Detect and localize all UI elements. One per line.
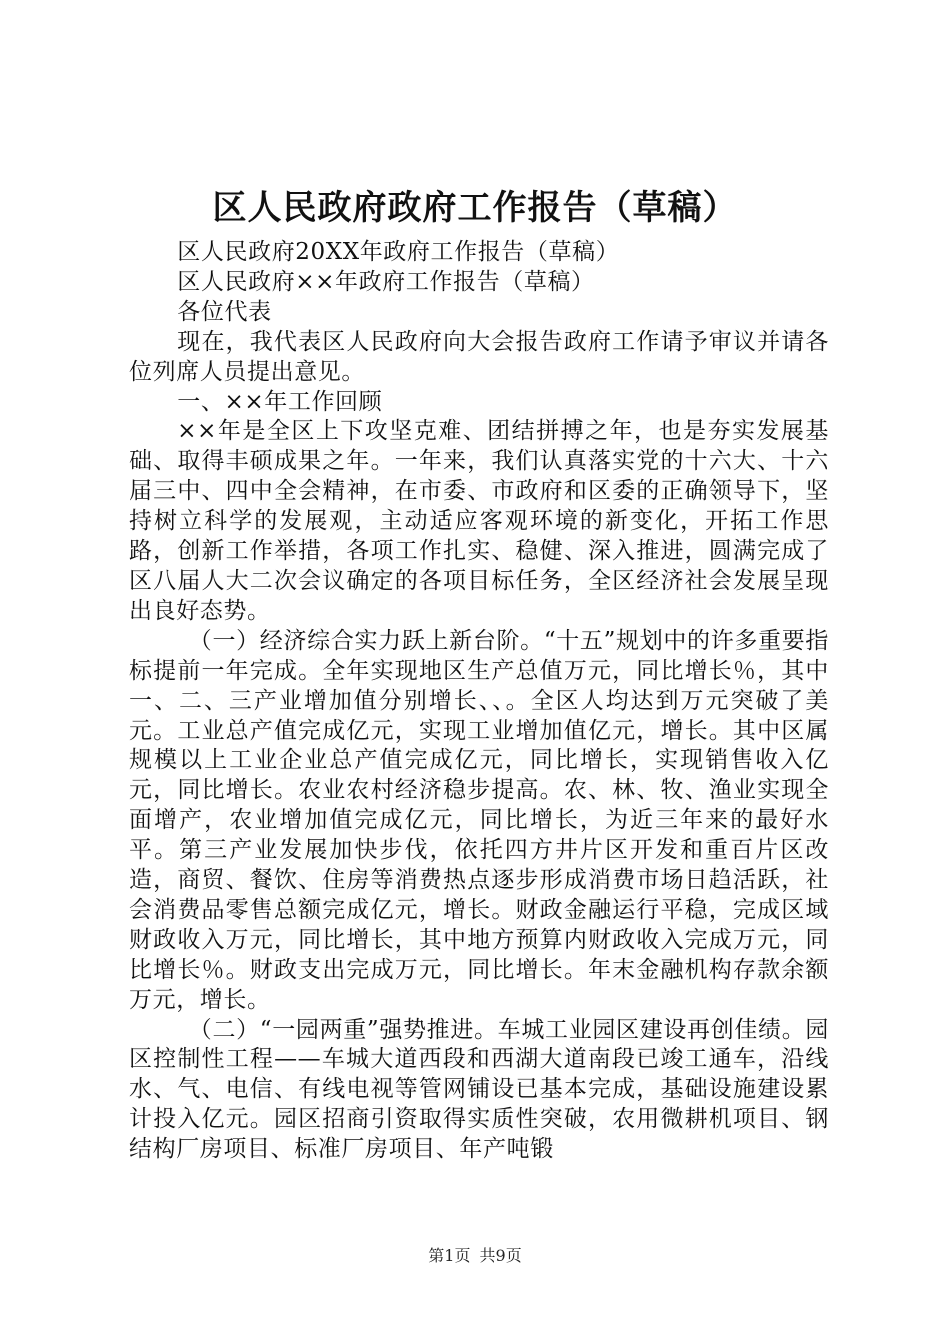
page-total: 共9页 [479,1246,522,1265]
paragraph-salutation: 各位代表 [177,298,272,325]
paragraph-subtitle-1: 区人民政府20XX年政府工作报告（草稿） [177,239,620,265]
page-number: 第1页 [428,1246,471,1265]
section-heading-review: 一、××年工作回顾 [177,388,383,415]
paragraph-subtitle-2: 区人民政府××年政府工作报告（草稿） [177,268,595,295]
paragraph-industrial-park: （二）“一园两重”强势推进。车城工业园区建设再创佳绩。园区控制性工程——车城大道西段和西湖大道南段已竣工通车，沿线水、气、电信、有线电视等管网铺设已基本完成，基础设施建设累计投入亿元。园区招商引资取得实质性突破，农用微耕机项目、钢结构厂房项目、标准厂房项目、年产吨锻 [129,1016,829,1163]
document-body [129,238,829,1165]
paragraph-review: ××年是全区上下攻坚克难、团结拼搏之年，也是夯实发展基础、取得丰硕成果之年。一年来，我们认真落实党的十六大、十六届三中、四中全会精神，在市委、市政府和区委的正确领导下，坚持树立科学的发展观，主动适应客观环境的新变化，开拓工作思路，创新工作举措，各项工作扎实、稳健、深入推进，圆满完成了区八届人大二次会议确定的各项目标任务，全区经济社会发展呈现出良好态势。 [129,418,829,624]
page-footer [0,1244,950,1268]
paragraph-intro: 现在，我代表区人民政府向大会报告政府工作请予审议并请各位列席人员提出意见。 [129,328,829,385]
paragraph-economy: （一）经济综合实力跃上新台阶。“十五”规划中的许多重要指标提前一年完成。全年实现地区生产总值万元，同比增长％，其中一、二、三产业增加值分别增长、、。全区人均达到万元突破了美元。工业总产值完成亿元，实现工业增加值亿元，增长。其中区属规模以上工业企业总产值完成亿元，同比增长，实现销售收入亿元，同比增长。农业农村经济稳步提高。农、林、牧、渔业实现全面增产，农业增加值完成亿元，同比增长，为近三年来的最好水平。第三产业发展加快步伐，依托四方井片区开发和重百片区改造，商贸、餐饮、住房等消费热点逐步形成消费市场日趋活跃，社会消费品零售总额完成亿元，增长。财政金融运行平稳，完成区域财政收入万元，同比增长，其中地方预算内财政收入完成万元，同比增长％。财政支出完成万元，同比增长。年末金融机构存款余额万元，增长。 [129,627,829,1013]
document-title: 区人民政府政府工作报告（草稿） [212,188,738,228]
